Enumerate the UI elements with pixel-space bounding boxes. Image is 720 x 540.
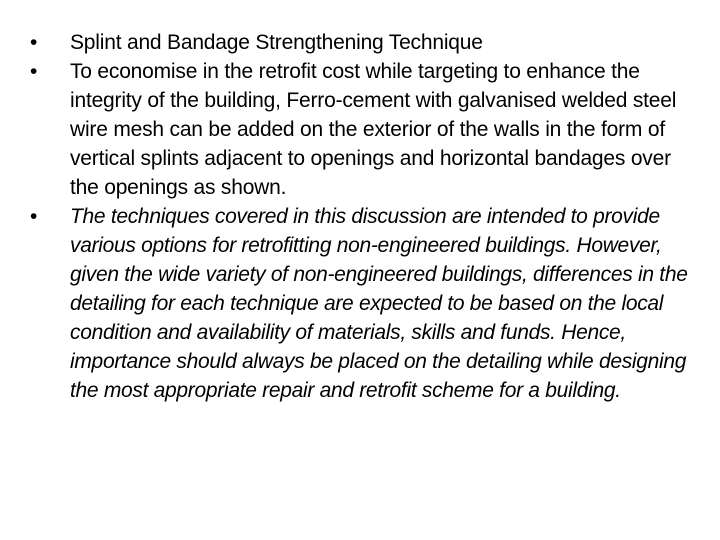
bullet-list — [30, 28, 700, 405]
bullet-item-disclaimer — [30, 202, 700, 405]
bullet-text: Splint and Bandage Strengthening Technique — [70, 31, 483, 54]
bullet-text: The techniques covered in this discussion are intended to provide various options for retrofitting non-engineered buildings. However, given the wide variety of non-engineered buildings, differences in the detailing for each technique are expected to be based on the local condition and availability of materials, skills and funds. Hence, importance should always be placed on the detailing while designing the most appropriate repair and retrofit scheme for a building. — [70, 205, 688, 402]
bullet-item-technique-title — [30, 28, 700, 57]
bullet-marker: • — [30, 60, 38, 83]
bullet-item-ferro-cement — [30, 57, 700, 202]
bullet-marker: • — [30, 205, 38, 228]
bullet-text: To economise in the retrofit cost while targeting to enhance the integrity of the building, Ferro-cement with galvanised welded steel wire mesh can be added on the exterior of the walls in the form of vertical splints adjacent to openings and horizontal bandages over the openings as shown. — [70, 60, 677, 199]
bullet-marker: • — [30, 31, 38, 54]
